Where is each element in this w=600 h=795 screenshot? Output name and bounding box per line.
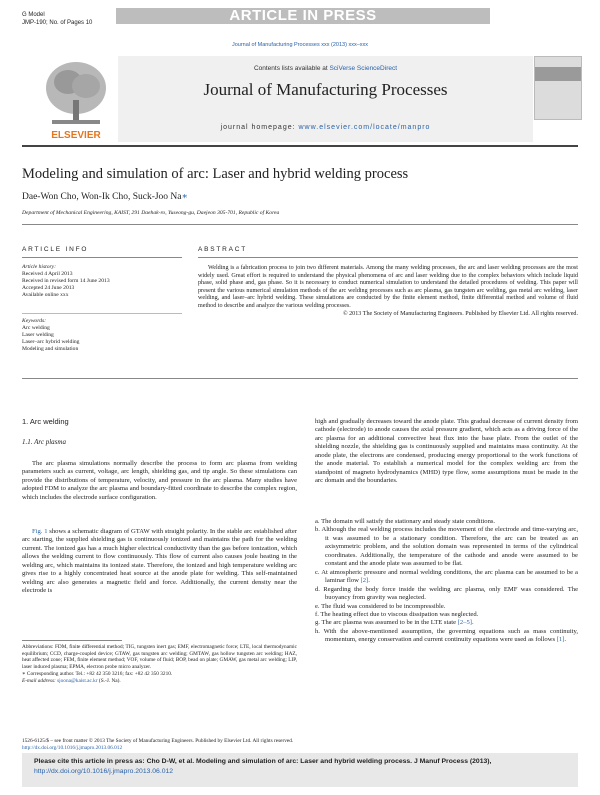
title-rule [22,224,578,225]
list-item: a. The domain will satisfy the stationary and steady state conditions. [315,518,496,525]
reference-link[interactable]: [1] [556,636,565,644]
citation-text: Please cite this article in press as: Cho D-W, et al. Modeling and simulation of arc: Laser and hybrid welding process. J Manuf Process (2013), http://dx.doi.org/10.1016/j.jmapro.2013.06.012 [34,758,492,775]
sciencedirect-link[interactable]: SciVerse ScienceDirect [329,65,398,72]
corresponding-author: ∗ Corresponding author. Tel.: +82 42 350 3216; fax: +82 42 350 3210. [22,670,173,677]
article-info-heading: ARTICLE INFO [22,246,89,253]
abstract-end-rule [22,378,578,379]
article-history: Article history: Received 4 April 2013 Received in revised form 14 June 2013 Accepted 24 June 2013 Available online xxx [22,264,110,298]
corresponding-author-mark[interactable]: ∗ [181,192,188,202]
homepage-link[interactable]: www.elsevier.com/locate/manpro [298,124,431,131]
paragraph: Fig. 1 shows a schematic diagram of GTAW with straight polarity. In the stable arc established after arc starting, the supplied shielding gas is continuously ionized and maintains the path for the welding current. The ionized gas has a much higher electrical conductivity than the gas before ionization, which allows the welding current to flow continuously. This flow of current also causes joule heating in the welding arc, which maintains its ionized state. Therefore, the ionized and high temperature welding arc gives rise to a highly concentrated heat source at the anode plate for welding. This self-maintained welding arc also generates a magnetic field and force. Additionally, the current density near the electrode is [22,528,298,595]
list-item: c. At atmospheric pressure and normal welding conditions, the arc plasma can be assumed to be a laminar flow [2]. [315,568,578,585]
abstract-rule [198,257,578,258]
footnotes [22,644,297,684]
footnote-rule [22,640,122,641]
list-item: g. The arc plasma was assumed to be in the LTE state [2–5]. [315,619,474,627]
email-line: E-mail address: sjoona@kaist.ac.kr (S.-J. Na). [22,677,121,684]
elsevier-logo [38,56,114,142]
journal-title: Journal of Manufacturing Processes [203,80,448,99]
journal-homepage: journal homepage: www.elsevier.com/locate/manpro [220,124,431,131]
paragraph: high and gradually decreases toward the anode plate. This gradual decrease of current density from cathode (electrode) to anode causes the axial pressure gradient, which acts as a driving force of the arc plasma for an additional convective heat flux into the base plate. From the outlet of the shielding nozzle, the shielding gas is continuously supplied and maintains mass continuity. At the anode plate, the electrons are condensed, producing energy proportional to the work functions of the anode material. To establish a numerical model for the complex welding arc from the standpoint of magneto hydrodynamics (MHD) type flow, some assumptions must be made in the arc domain and the boundaries. [315,418,578,485]
keyword: Arc welding [22,325,50,331]
doi-link[interactable]: http://dx.doi.org/10.1016/j.jmapro.2013.06.012 [22,744,123,751]
list-item: f. The heating effect due to viscous dissipation was neglected. [315,610,479,618]
article-title: Modeling and simulation of arc: Laser and hybrid welding process [22,166,409,182]
citation-doi-link[interactable]: http://dx.doi.org/10.1016/j.jmapro.2013.06.012 [34,767,174,775]
abstract-text: Welding is a fabrication process to join two different materials. Among the many welding processes, the arc and laser welding processes are the most widely used. Great effort is required to understand the physical phenomena of arc and laser welding due to the complex behaviors which include liquid phase, solid phase and, gas phase. So it is necessary to conduct numerical simulation to understand the detailed procedures of welding. This paper will present the various numerical simulation methods of the arc welding processes such as arc plasma, gas tungsten arc welding, gas metal arc welding, laser welding, and laser–arc hybrid welding. These simulations are conducted by the finite element method, finite differential method and volume of fluid method to describe and analyze the various welding processes. © 2013 The Society of Manufacturing Engineers. Published by Elsevier Ltd. All rights reserved. [198,265,578,317]
masthead-rule [22,145,578,147]
paragraph: The arc plasma simulations normally describe the process to form arc plasma from welding parameters such as current, voltage, arc length, shielding gas, and tip angle. So these simulations can provide the distributions of temperature, velocity, and pressure in the arc plasma. Many studies have adopted FDM to analyze the arc plasma and boundary-fitted coordinate to describe the complex region, which includes the electrode surface configuration. [22,460,297,501]
article-in-press-banner: ARTICLE IN PRESS [116,8,490,24]
history-revised: Received in revised form 14 June 2013 [22,278,110,284]
email-link[interactable]: sjoona@kaist.ac.kr [57,677,98,684]
keyword: Modeling and simulation [22,346,79,352]
affiliation: Department of Mechanical Engineering, KAIST, 291 Daehak-ro, Yuseong-gu, Daejeon 305-701, Republic of Korea [22,210,280,216]
model-label: G Model [22,12,45,18]
manuscript-code [22,11,92,27]
reference-link[interactable]: [2] [360,577,369,585]
assumption-list [315,518,578,645]
journal-reference[interactable]: Journal of Manufacturing Processes xxx (2013) xxx–xxx [231,42,369,48]
figure-link[interactable]: Fig. 1 [32,528,48,535]
keywords-rule [22,313,182,314]
subsection-heading: 1.1. Arc plasma [22,438,66,446]
list-item: d. Regarding the body force inside the welding arc plasma, only EMF was considered. The buoyancy from gravity was neglected. [315,585,578,602]
history-accepted: Accepted 24 June 2013 [22,285,75,291]
keyword: Laser welding [22,332,54,338]
info-rule [22,257,182,258]
elsevier-tree-icon [38,56,114,142]
contents-line: Contents lists available at SciVerse ScienceDirect [253,65,398,72]
list-item: e. The fluid was considered to be incompressible. [315,602,446,610]
keywords: Keywords: Arc welding Laser welding Laser–arc hybrid welding Modeling and simulation [22,318,80,352]
section-heading: 1. Arc welding [22,417,69,426]
keyword: Laser–arc hybrid welding [22,339,80,345]
list-item: h. With the above-mentioned assumption, the governing equations such as mass continuity, momentum, energy conservation and current continuity equations were used as follows [1]. [315,627,578,644]
list-item: b. Although the real welding process includes the movement of the electrode and time-varying arc, it was assumed to be a stationary condition. Therefore, the arc can be treated as an axisymmetric problem, and the solution domain was represented in terms of the cylindrical coordinates. Additionally, the temperature of the cathode and anode were assumed to be constant and the anode plate was assumed to be flat. [315,526,578,568]
pages-label: No. of Pages 10 [49,20,93,26]
publisher-name: ELSEVIER [51,130,101,141]
reference-link[interactable]: [2–5] [457,619,472,627]
journal-cover-thumbnail [534,56,582,120]
code-label: JMP-190; [22,20,48,26]
history-received: Received 4 April 2013 [22,271,73,277]
author-list: Dae-Won Cho, Won-Ik Cho, Suck-Joo Na∗ [22,192,188,202]
abstract-heading: ABSTRACT [198,246,248,253]
abbreviations: Abbreviations: FDM, finite differential method; TIG, tungsten inert gas; EMF, electromagnetic force; LTE, local thermodynamic equilibrium; CCD, charge-coupled device; GTAW, gas tungsten arc welding; GMTAW, gas hollow tungsten arc welding; HAZ, heat affected zone; FEM, finite element method; VOF, volume of fluid; BOP, bead on plate; GMAW, gas metal arc welding; LIP, laser induced plasma; EPMA, electron probe micro analyzer. [22,644,297,671]
copyright: © 2013 The Society of Manufacturing Engineers. Published by Elsevier Ltd. All rights reserved. [342,310,578,317]
history-online: Available online xxx [22,292,69,298]
issn-line: 1526-6125/$ – see front matter © 2013 The Society of Manufacturing Engineers. Published by Elsevier Ltd. All rights reserved. http://dx.doi.org/10.1016/j.jmapro.2013.06.012 [22,738,294,751]
